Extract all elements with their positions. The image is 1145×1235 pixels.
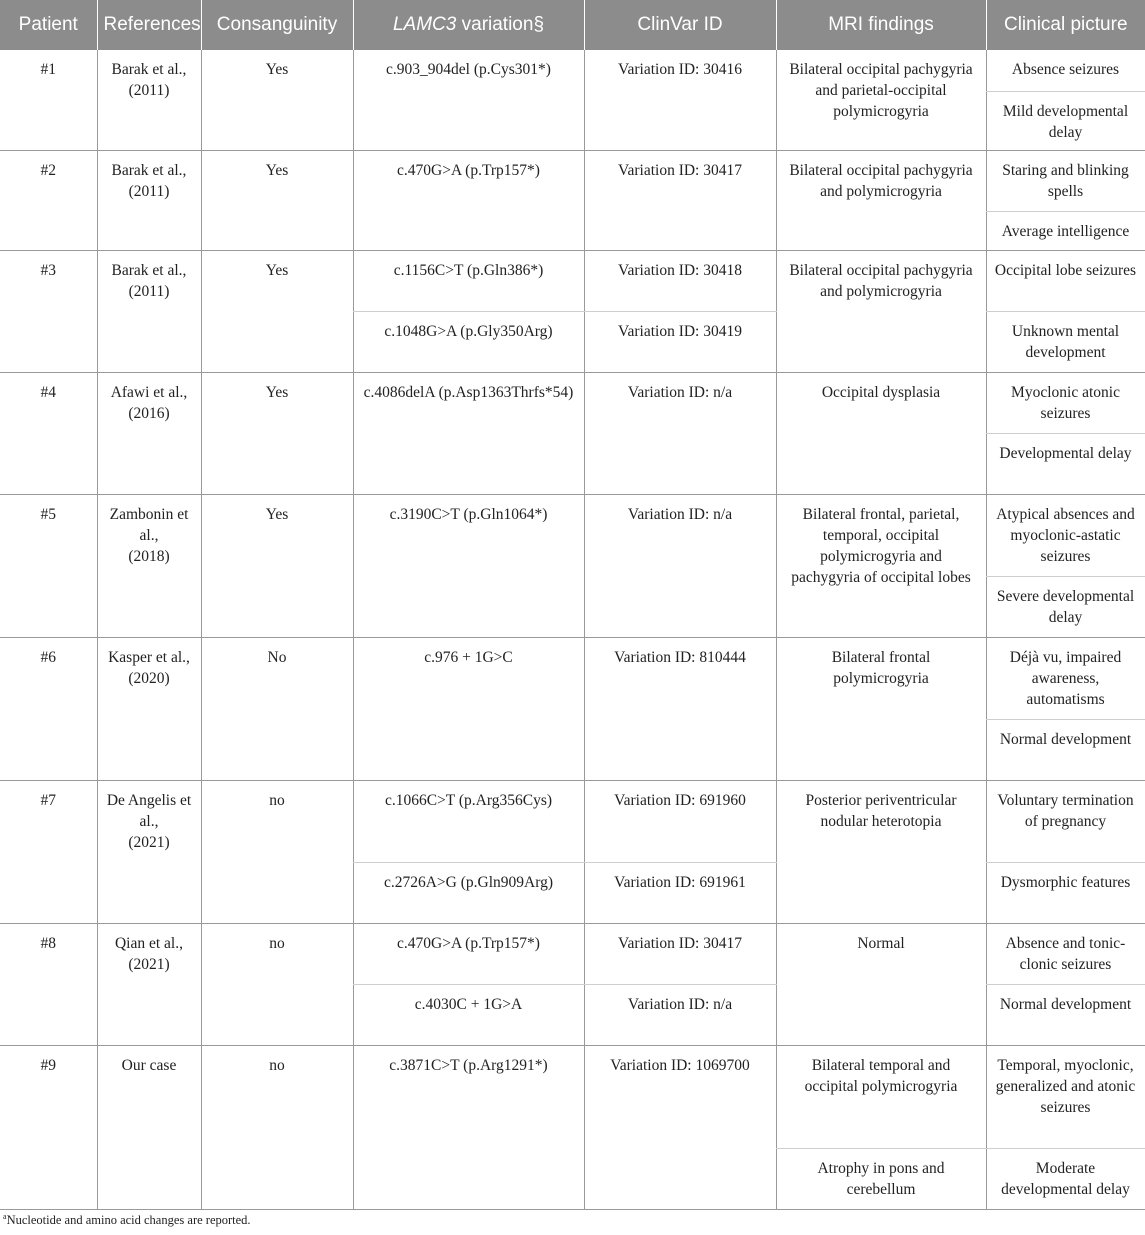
reference-cell: [97, 1045, 201, 1209]
clinical-cell: Occipital lobe seizures: [986, 250, 1145, 311]
clinvar-cell: Variation ID: 30418: [584, 250, 776, 311]
patient-id: #5: [0, 494, 97, 637]
consanguinity-cell: Yes: [201, 150, 353, 250]
clinical-cell: Unknown mental development: [986, 311, 1145, 372]
clinical-cell: Average intelligence: [986, 211, 1145, 250]
variation-cell: c.4030C + 1G>A: [353, 984, 584, 1045]
table-row: [0, 1045, 1145, 1148]
reference-year: (2020): [128, 669, 170, 687]
clinical-cell: Mild developmental delay: [986, 91, 1145, 150]
variation-cell: c.1066C>T (p.Arg356Cys): [353, 780, 584, 862]
mri-cell: Atrophy in pons and cerebellum: [776, 1148, 986, 1209]
header-mri: MRI findings: [776, 0, 986, 50]
reference-year: (2018): [128, 547, 170, 565]
clinvar-cell: Variation ID: 1069700: [584, 1045, 776, 1209]
mri-cell: Normal: [776, 923, 986, 1045]
table-row: [0, 250, 1145, 311]
consanguinity-cell: No: [201, 637, 353, 780]
consanguinity-cell: Yes: [201, 494, 353, 637]
variation-cell: c.1156C>T (p.Gln386*): [353, 250, 584, 311]
footnote-text: Nucleotide and amino acid changes are reported.: [6, 1213, 251, 1227]
patient-id: #1: [0, 50, 97, 150]
mri-cell: Occipital dysplasia: [776, 372, 986, 494]
mri-cell: Bilateral temporal and occipital polymicrogyria: [776, 1045, 986, 1148]
clinvar-cell: Variation ID: 30417: [584, 923, 776, 984]
patient-id: #7: [0, 780, 97, 923]
variation-cell: c.1048G>A (p.Gly350Arg): [353, 311, 584, 372]
mri-cell: Bilateral frontal, parietal, temporal, occipital polymicrogyria and pachygyria of occipital lobes: [776, 494, 986, 637]
reference-authors: De Angelis et al.,: [106, 791, 192, 830]
variation-cell: c.4086delA (p.Asp1363Thrfs*54): [353, 372, 584, 494]
clinical-cell: Atypical absences and myoclonic-astatic seizures: [986, 494, 1145, 576]
consanguinity-cell: no: [201, 1045, 353, 1209]
reference-cell: [97, 150, 201, 250]
reference-year: (2021): [128, 955, 170, 973]
table-row: [0, 780, 1145, 862]
variation-cell: c.3190C>T (p.Gln1064*): [353, 494, 584, 637]
patient-id: #3: [0, 250, 97, 372]
patient-id: #4: [0, 372, 97, 494]
table-row: [0, 494, 1145, 576]
table-row: [0, 150, 1145, 211]
header-references: References: [97, 0, 201, 50]
clinical-cell: Temporal, myoclonic, generalized and atonic seizures: [986, 1045, 1145, 1148]
table-footnote: [3, 1213, 251, 1228]
clinical-cell: Absence seizures: [986, 50, 1145, 91]
table-row: [0, 923, 1145, 984]
variation-cell: c.470G>A (p.Trp157*): [353, 150, 584, 250]
clinvar-cell: Variation ID: n/a: [584, 372, 776, 494]
footnote-mark: a: [3, 1212, 7, 1221]
clinvar-cell: Variation ID: 30417: [584, 150, 776, 250]
header-variation: [353, 0, 584, 50]
header-consanguinity: Consanguinity: [201, 0, 353, 50]
clinical-cell: Developmental delay: [986, 433, 1145, 494]
consanguinity-cell: Yes: [201, 250, 353, 372]
reference-year: (2016): [128, 404, 170, 422]
clinical-cell: Déjà vu, impaired awareness, automatisms: [986, 637, 1145, 719]
clinical-cell: Severe developmental delay: [986, 576, 1145, 637]
reference-year: (2021): [128, 833, 170, 851]
clinvar-cell: Variation ID: n/a: [584, 494, 776, 637]
header-row: [0, 0, 1145, 50]
clinical-cell: Voluntary termination of pregnancy: [986, 780, 1145, 862]
clinical-cell: Staring and blinking spells: [986, 150, 1145, 211]
clinical-cell: Moderate developmental delay: [986, 1148, 1145, 1209]
clinical-cell: Absence and tonic-clonic seizures: [986, 923, 1145, 984]
reference-year: (2011): [128, 282, 170, 300]
table-row: [0, 637, 1145, 719]
clinvar-cell: Variation ID: 691960: [584, 780, 776, 862]
reference-cell: [97, 250, 201, 372]
clinvar-cell: Variation ID: 30416: [584, 50, 776, 150]
clinical-cell: Dysmorphic features: [986, 862, 1145, 923]
clinical-cell: Normal development: [986, 719, 1145, 780]
variation-cell: c.3871C>T (p.Arg1291*): [353, 1045, 584, 1209]
consanguinity-cell: Yes: [201, 372, 353, 494]
patient-id: #6: [0, 637, 97, 780]
reference-authors: Kasper et al.,: [108, 648, 190, 666]
clinvar-cell: Variation ID: 691961: [584, 862, 776, 923]
reference-authors: Qian et al.,: [114, 934, 183, 952]
patient-id: #2: [0, 150, 97, 250]
clinvar-cell: Variation ID: 810444: [584, 637, 776, 780]
header-variation-rest: variation§: [456, 14, 545, 35]
variation-cell: c.2726A>G (p.Gln909Arg): [353, 862, 584, 923]
header-patient: Patient: [0, 0, 97, 50]
reference-authors: Barak et al.,: [111, 161, 187, 179]
consanguinity-cell: no: [201, 923, 353, 1045]
patient-id: #8: [0, 923, 97, 1045]
reference-cell: [97, 780, 201, 923]
patient-id: #9: [0, 1045, 97, 1209]
mri-cell: Bilateral occipital pachygyria and polymicrogyria: [776, 150, 986, 250]
clinvar-cell: Variation ID: n/a: [584, 984, 776, 1045]
reference-cell: [97, 923, 201, 1045]
reference-authors: Afawi et al.,: [110, 383, 188, 401]
reference-cell: [97, 494, 201, 637]
mri-cell: Bilateral frontal polymicrogyria: [776, 637, 986, 780]
reference-cell: [97, 50, 201, 150]
consanguinity-cell: no: [201, 780, 353, 923]
variation-cell: c.903_904del (p.Cys301*): [353, 50, 584, 150]
reference-cell: [97, 372, 201, 494]
header-clinical: Clinical picture: [986, 0, 1145, 50]
reference-year: (2011): [128, 182, 170, 200]
clinical-cell: Myoclonic atonic seizures: [986, 372, 1145, 433]
variation-cell: c.976 + 1G>C: [353, 637, 584, 780]
header-variation-gene: LAMC3: [392, 14, 457, 35]
mri-cell: Bilateral occipital pachygyria and polymicrogyria: [776, 250, 986, 372]
mri-cell: Posterior periventricular nodular heterotopia: [776, 780, 986, 923]
consanguinity-cell: Yes: [201, 50, 353, 150]
reference-authors: Barak et al.,: [111, 61, 187, 78]
clinvar-cell: Variation ID: 30419: [584, 311, 776, 372]
mri-cell: Bilateral occipital pachygyria and parietal-occipital polymicrogyria: [776, 50, 986, 150]
reference-authors: Zambonin et al.,: [109, 505, 189, 544]
reference-authors: Our case: [121, 1056, 177, 1074]
reference-authors: Barak et al.,: [111, 261, 187, 279]
table-row: [0, 50, 1145, 91]
clinical-cell: Normal development: [986, 984, 1145, 1045]
table-row: [0, 372, 1145, 433]
reference-year: (2011): [128, 82, 170, 99]
reference-cell: [97, 637, 201, 780]
variation-cell: c.470G>A (p.Trp157*): [353, 923, 584, 984]
header-clinvar: ClinVar ID: [584, 0, 776, 50]
